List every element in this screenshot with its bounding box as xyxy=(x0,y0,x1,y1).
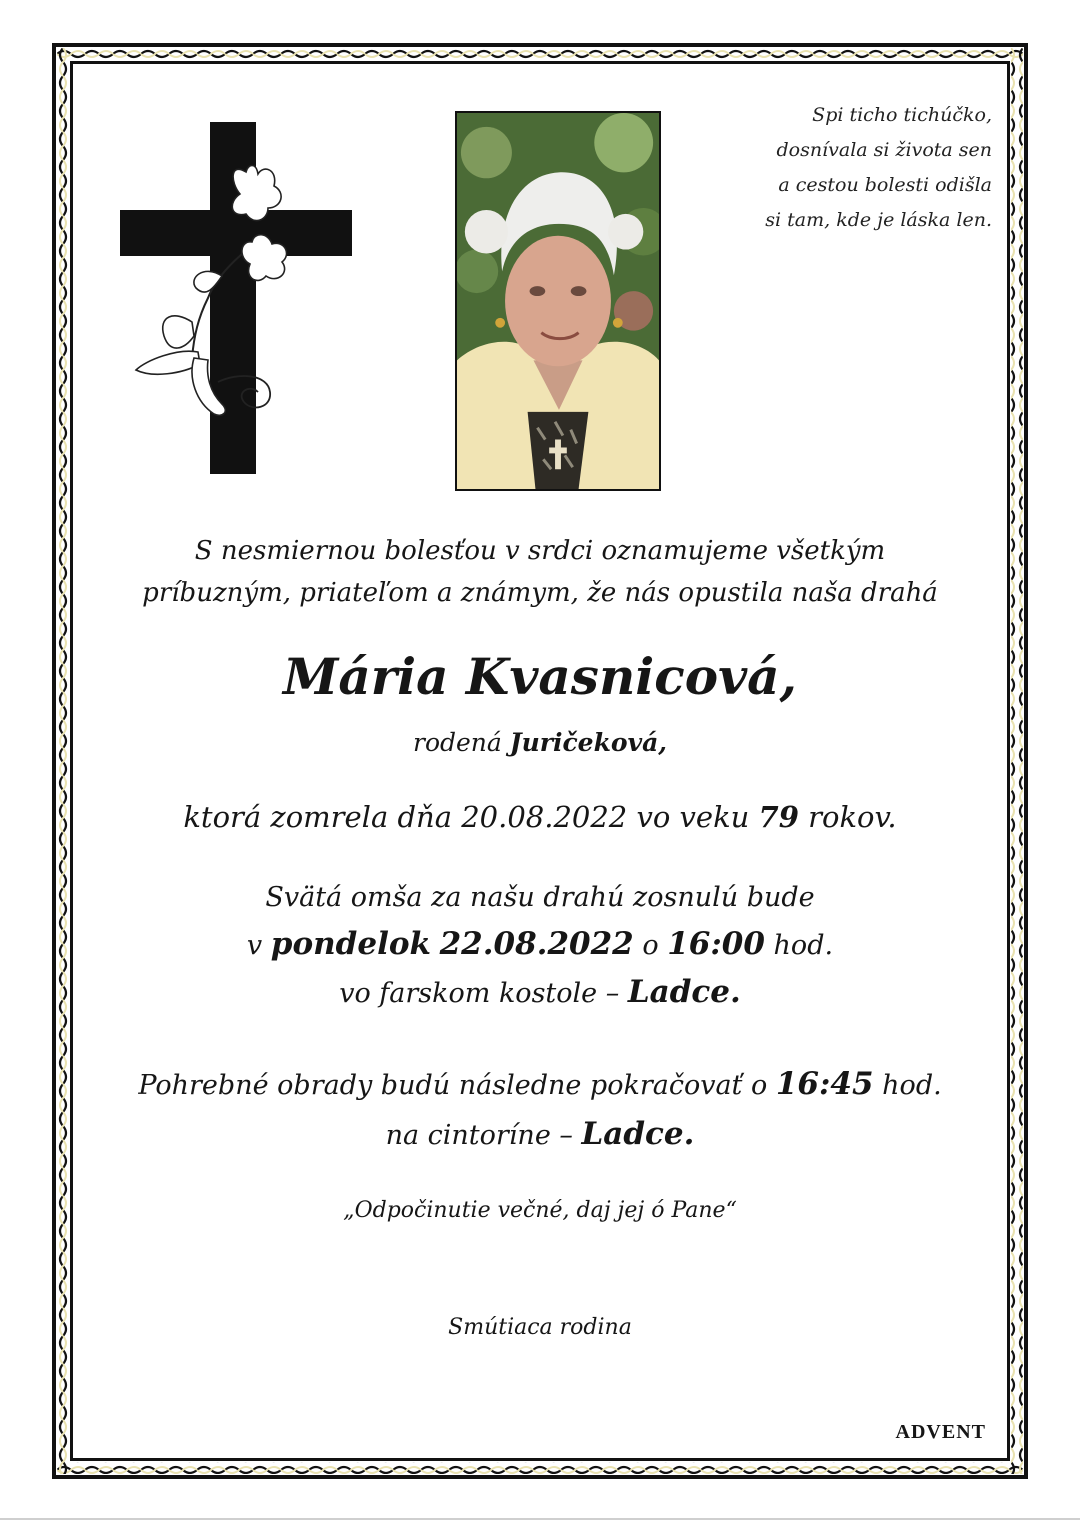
cross-with-lily-icon xyxy=(118,122,358,474)
burial-time-line xyxy=(70,1060,1010,1110)
mass-day: pondelok xyxy=(270,926,432,962)
maiden-name: Juričeková, xyxy=(509,728,667,757)
burial-place-line xyxy=(70,1110,1010,1160)
announcement xyxy=(70,530,1010,614)
mass-date: 22.08.2022 xyxy=(439,926,634,962)
mass-connector: o xyxy=(642,930,659,961)
mass-prefix: v xyxy=(246,930,263,961)
poem-line: si tam, kde je láska len. xyxy=(765,209,992,231)
burial-prefix: Pohrebné obrady budú následne pokračovať o xyxy=(138,1070,768,1101)
maiden-name-line xyxy=(70,725,1010,761)
mass-info xyxy=(70,875,1010,1017)
death-line xyxy=(70,795,1010,839)
burial-place-prefix: na cintoríne – xyxy=(385,1120,573,1151)
mass-place: Ladce. xyxy=(627,974,741,1010)
poem-line: dosnívala si života sen xyxy=(776,139,992,161)
mass-place-prefix: vo farskom kostole – xyxy=(339,978,620,1009)
scan-edge xyxy=(0,1518,1080,1520)
family-signature: Smútiaca rodina xyxy=(448,1315,632,1340)
deceased-name: Mária Kvasnicová, xyxy=(283,647,797,706)
burial-info xyxy=(70,1060,1010,1160)
burial-time: 16:45 xyxy=(775,1066,874,1102)
burial-suffix: hod. xyxy=(882,1070,942,1101)
portrait-photo xyxy=(455,111,661,491)
death-suffix: rokov. xyxy=(808,800,897,834)
age: 79 xyxy=(758,800,799,834)
burial-place: Ladce. xyxy=(581,1116,695,1152)
prayer: „Odpočinutie večné, daj jej ó Pane“ xyxy=(343,1198,737,1223)
death-prefix: ktorá zomrela dňa 20.08.2022 vo veku xyxy=(183,800,750,834)
mass-datetime xyxy=(70,921,1010,969)
poem-line: a cestou bolesti odišla xyxy=(778,174,992,196)
announcement-line: S nesmiernou bolesťou v srdci oznamujeme všetkým xyxy=(194,536,886,566)
brand-label: ADVENT xyxy=(895,1421,986,1443)
poem xyxy=(672,98,992,238)
mass-time: 16:00 xyxy=(667,926,765,962)
announcement-line: príbuzným, priateľom a známym, že nás opustila naša drahá xyxy=(142,578,938,608)
mass-place-line xyxy=(70,969,1010,1017)
mass-line: Svätá omša za našu drahú zosnulú bude xyxy=(265,882,815,913)
poem-line: Spi ticho tichúčko, xyxy=(812,104,992,126)
born-prefix: rodená xyxy=(413,728,502,757)
mass-time-suffix: hod. xyxy=(773,930,834,961)
